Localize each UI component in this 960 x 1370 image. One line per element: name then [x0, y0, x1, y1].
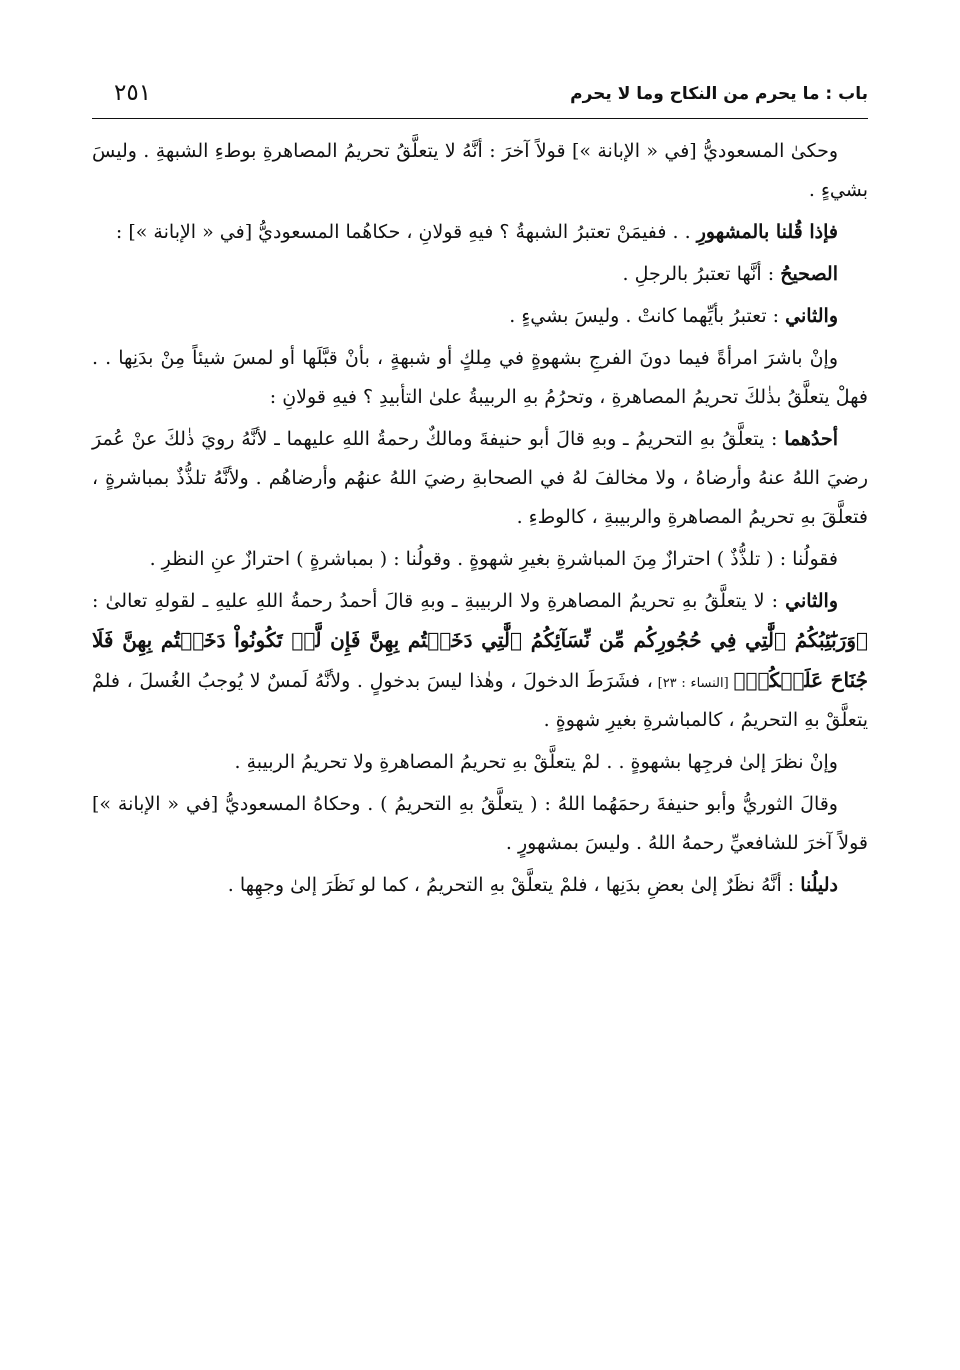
header-divider: [92, 118, 868, 119]
paragraph-text: وحكىٰ المسعوديُّ [في « الإبانة »] قولاً آخرَ : أنَّهُ لا يتعلَّقُ تحريمُ المصاهرةِ بوطءِ الشبهةِ . وليسَ بشيءٍ .: [92, 140, 868, 201]
paragraph-lead: دليلُنا: [800, 874, 838, 896]
paragraph-lead: فإذا قُلنا بالمشهورِ: [696, 221, 838, 243]
page-number: ٢٥١: [114, 80, 152, 106]
paragraph: [92, 743, 868, 782]
paragraph-text: ، فشَرَطَ الدخولَ ، وهٰذا ليسَ بدخولٍ . ولأنَّهُ لَمسٌ لا يُوجبُ الغُسلَ ، فلمْ يتعلَّقْ بهِ التحريمُ ، كالمباشرةِ بغيرِ شهوةٍ .: [92, 670, 868, 731]
paragraph: [92, 339, 868, 417]
paragraph-text: . . ففيمَنْ تعتبرُ الشبهةُ ؟ فيهِ قولانِ ، حكاهُما المسعوديُّ [في « الإبانة »] :: [115, 221, 697, 243]
paragraph-lead: والثاني: [785, 305, 838, 327]
paragraph-text: : أنَّها تعتبرُ بالرجلِ .: [622, 263, 781, 285]
paragraph: [92, 540, 868, 579]
paragraph-text: فقولُنا : ( تلذُّذٌ ) احترازٌ مِنَ المباشرةِ بغيرِ شهوةٍ . وقولُنا : ( بمباشرةٍ ) احترازٌ عنِ النظرِ .: [149, 548, 838, 570]
paragraph: [92, 582, 868, 740]
paragraph-text: وإنْ نظرَ إلىٰ فرجِها بشهوةٍ . . لمْ يتعلَّقْ بهِ تحريمُ المصاهرةِ ولا تحريمُ الربيبةِ .: [234, 751, 838, 773]
paragraph-lead: والثاني: [785, 590, 838, 612]
paragraph: [92, 132, 868, 210]
paragraph-text: وإنْ باشرَ امرأةً فيما دونَ الفرجِ بشهوةٍ في مِلكٍ أو شبهةٍ ، بأنْ قبَّلَها أو لمسَ شيئاً مِنْ بدَنِها . . فهلْ يتعلَّقُ بذٰلكَ تحريمُ المصاهرةِ ، وتحرُمُ بهِ الربيبةُ علىٰ التأبيدِ ؟ فيهِ قولانِ :: [92, 347, 868, 408]
quran-verse: ﴿وَرَبَٰٓئِبُكُمُ ٱلَّٰتِي فِي حُجُورِكُم مِّن نِّسَآئِكُمُ ٱلَّٰتِي دَخَلۡتُم بِهِنَّ فَإِن لَّمۡ تَكُونُواْ دَخَلۡتُم بِهِنَّ فَلَا جُنَاحَ عَلَيۡكُمۡ﴾: [92, 628, 868, 692]
paragraph: [92, 297, 868, 336]
paragraph-text: : أنَّهُ نظَرٌ إلىٰ بعضِ بدَنِها ، فلمْ يتعلَّقْ بهِ التحريمُ ، كما لو نَظَرَ إلىٰ وجهِها .: [227, 874, 801, 896]
paragraph: [92, 785, 868, 863]
paragraph-lead: أحدُهما: [784, 428, 838, 450]
paragraph-text: وقالَ الثوريُّ وأبو حنيفةَ رحمَهُما اللهُ : ( يتعلَّقُ بهِ التحريمُ ) . وحكاهُ المسعوديُّ [في « الإبانة »] قولاً آخرَ للشافعيِّ رحمهُ اللهُ . وليسَ بمشهورٍ .: [92, 793, 868, 854]
paragraph-lead: الصحيحُ: [780, 263, 838, 285]
paragraph: [92, 255, 868, 294]
page-body: [92, 132, 868, 908]
paragraph: [92, 420, 868, 537]
paragraph-text: : لا يتعلَّقُ بهِ تحريمُ المصاهرةِ ولا الربيبةِ ـ وبهِ قالَ أحمدُ رحمةُ اللهِ عليهِ ـ لقولهِ تعالىٰ :: [92, 590, 786, 612]
paragraph-text: : تعتبرُ بأيِّهما كانتْ . وليسَ بشيءٍ .: [509, 305, 786, 327]
paragraph-text: : يتعلَّقُ بهِ التحريمُ ـ وبهِ قالَ أبو حنيفةَ ومالكٌ رحمةُ اللهِ عليهما ـ لأنَّهُ رويَ ذٰلكَ عنْ عُمرَ رضيَ اللهُ عنهُ وأرضاهُ ، ولا مخالفَ لهُ في الصحابةِ رضيَ اللهُ عنهُم وأرضاهُم . ولأنَّهُ تلذُّذٌ بمباشرةٍ ، فتعلَّقَ بهِ تحريمُ المصاهرةِ والربيبةِ ، كالوطءِ .: [92, 428, 868, 528]
paragraph: [92, 866, 868, 905]
paragraph: [92, 213, 868, 252]
running-header: [92, 80, 868, 120]
chapter-title: باب : ما يحرم من النكاح وما لا يحرم: [570, 84, 868, 104]
verse-citation: [النساء : ٢٣]: [652, 676, 734, 691]
